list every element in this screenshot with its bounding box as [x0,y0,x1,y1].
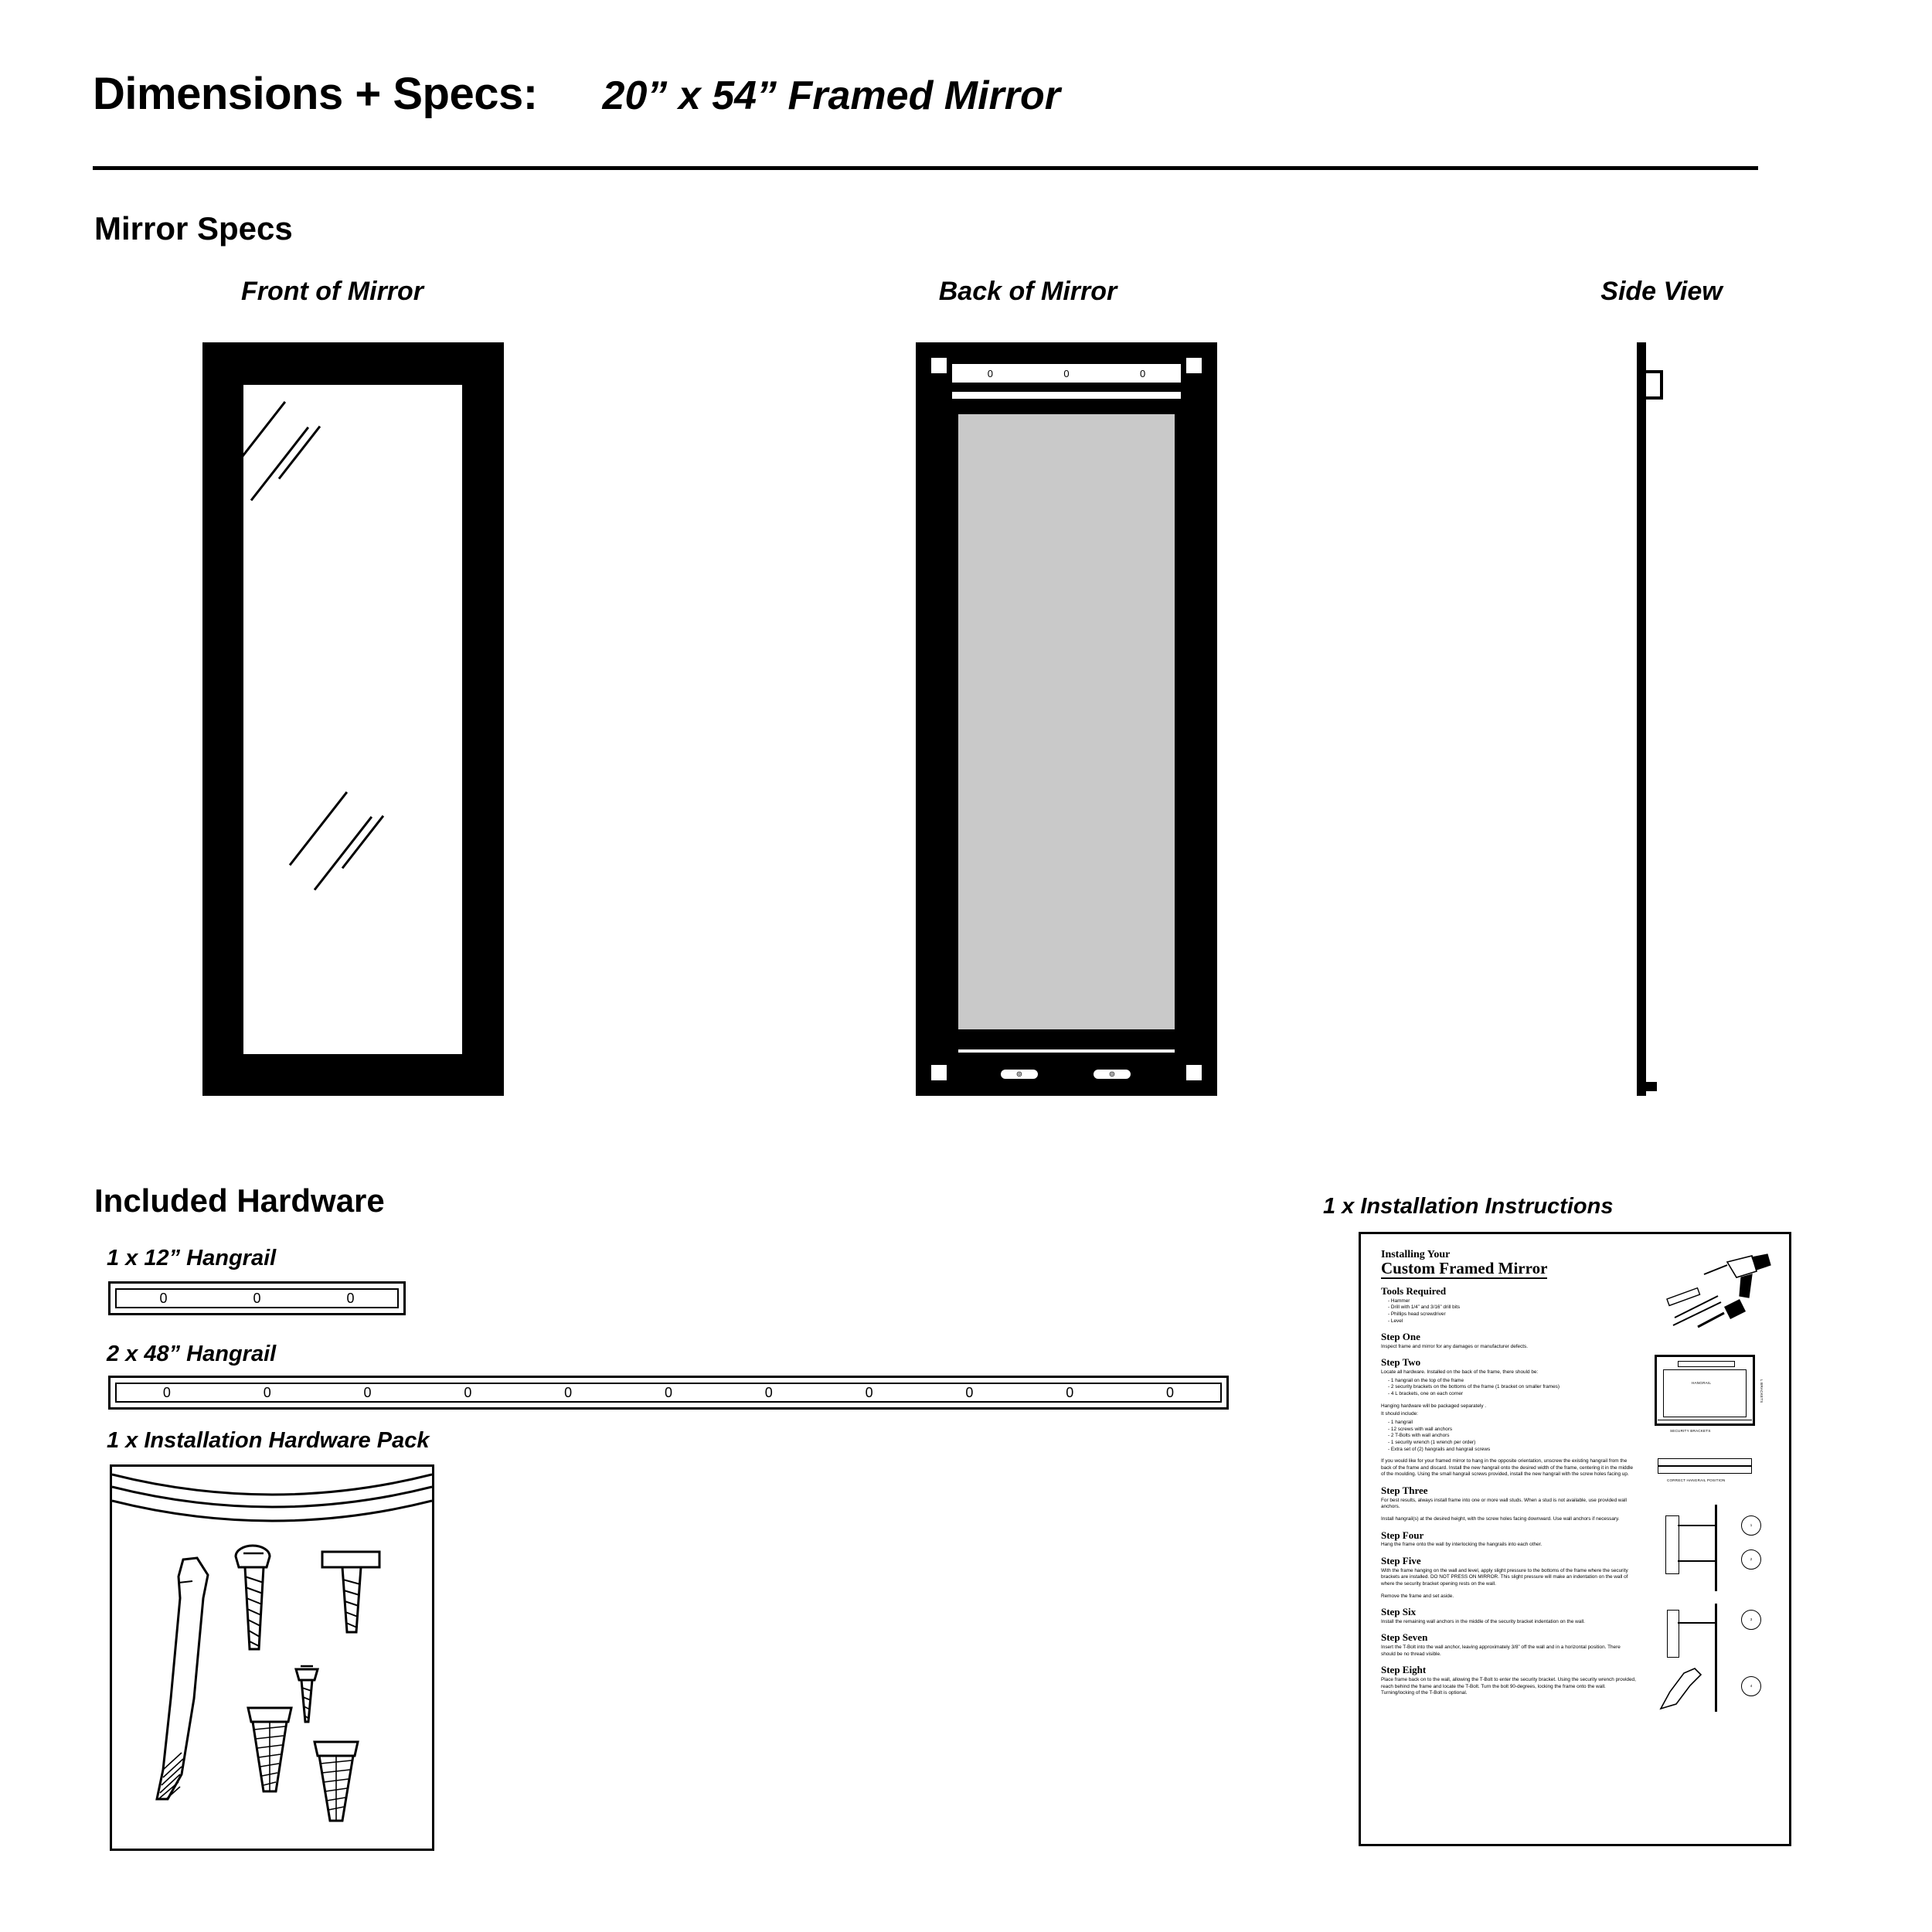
step-heading: Step Five [1381,1554,1421,1566]
step-heading: Step Three [1381,1485,1428,1497]
back-of-mirror-diagram [916,342,1217,1096]
l-bracket-top-right [1186,353,1206,373]
step-body: Hanging hardware will be packaged separately . [1381,1403,1487,1409]
step-body: Install the remaining wall anchors in the middle of the security bracket indentation on the wall. [1381,1618,1585,1624]
side-view-diagram [1637,342,1683,1096]
step-body: Install hangrail(s) at the desired height, with the screw holes facing downward. Use wall anchors if necessary. [1381,1516,1620,1522]
step-heading: Step One [1381,1331,1420,1343]
figure-label-correct-hangrail-position: CORRECT HANGRAIL POSITION [1667,1478,1726,1482]
hardware-label-hangrail-48: 2 x 48” Hangrail [107,1342,277,1366]
tools-illustration [1644,1251,1781,1338]
hangrail-12-diagram [108,1281,406,1315]
figure-bracket-steps-3-4 [1644,1602,1781,1718]
step-body: Remove the frame and set aside. [1381,1593,1454,1599]
page-subtitle: 20” x 54” Framed Mirror [602,73,1061,118]
hardware-label-hangrail-12: 1 x 12” Hangrail [107,1246,277,1270]
figure-tools [1644,1251,1781,1342]
glass-sheen-line [278,426,321,480]
figure-label-hangrail: HANGRAIL [1692,1381,1712,1385]
hardware-label-instructions: 1 x Installation Instructions [1323,1194,1614,1219]
instructions-figure-column [1644,1251,1786,1724]
step-heading: Step Six [1381,1606,1417,1618]
hangrail-hole: 0 [965,1385,974,1400]
security-bracket-right: ⊚ [1092,1068,1132,1080]
step-body: Hang the frame onto the wall by interlocking the hangrails into each other. [1381,1542,1543,1548]
side-hangrail-hook [1646,370,1663,400]
figure-step-callout: 1 [1741,1515,1761,1536]
installation-hardware-pack-diagram [110,1464,434,1851]
hangrail-12-inner [115,1288,399,1308]
hangrail-48-inner [115,1383,1222,1403]
figure-hangrail-bar [1678,1361,1735,1367]
figure-label-security-brackets: SECURITY BRACKETS [1670,1429,1711,1433]
l-bracket-bottom-left [927,1065,947,1085]
side-frame-profile [1637,342,1646,1096]
step-bullet: - 2 security brackets on the bottoms of the frame (1 bracket on smaller frames) [1388,1384,1636,1391]
step-body: Inspect frame and mirror for any damages or manufacturer defects. [1381,1343,1529,1349]
step-heading: Step Seven [1381,1631,1428,1644]
hardware-pack-illustration [112,1467,432,1849]
hangrail-hole: 0 [253,1291,261,1306]
figure-hangrail-frame [1658,1466,1752,1474]
instructions-title-line2: Custom Framed Mirror [1381,1259,1548,1277]
step-bullet: - 1 security wrench (1 wrench per order) [1388,1440,1636,1447]
hardware-label-install-pack: 1 x Installation Hardware Pack [107,1428,430,1453]
instructions-title-line1: Installing Your [1381,1249,1451,1260]
hangrail-hole: 0 [664,1385,672,1400]
instructions-tools-list [1381,1298,1636,1325]
step-body: It should include: [1381,1411,1418,1417]
glass-sheen-line [314,816,372,890]
step-body: If you would like for your framed mirror to hang in the opposite orientation, unscrew the existing hangrail from the back of the frame and discard. Install the new hangrail onto the desired width of the frame, centering it in the middle of the moulding. Using the small hangrail screws provided, install the new hangrail with the screw holes facing up. [1381,1458,1634,1478]
figure-hangrail-wall [1658,1458,1752,1466]
label-front-of-mirror: Front of Mirror [240,277,424,306]
hangrail-hole: 0 [865,1385,873,1400]
step-bullet: - 2 T-Bolts with wall anchors [1388,1433,1636,1440]
tool-item: - Hammer [1388,1298,1636,1305]
side-bottom-bracket [1646,1082,1657,1091]
back-hangrail-lower-strip [951,390,1182,400]
figure-tbolt-line [1678,1622,1715,1624]
hangrail-hole: 0 [1140,367,1146,379]
figure-wall-line [1715,1505,1717,1591]
label-side-view: Side View [1600,277,1723,306]
step-body: Locate all hardware. Installed on the back of the frame, there should be: [1381,1369,1539,1376]
step-bullets [1381,1378,1636,1398]
step-body: With the frame hanging on the wall and level, apply slight pressure to the bottoms of the frame where the security brackets are installed. DO NOT PRESS ON MIRROR. This slight pressure will make an indentation on the wall of where the security bracket opening rests on the wall. [1381,1567,1628,1587]
hangrail-hole: 0 [162,1385,171,1400]
hangrail-48-diagram [108,1376,1229,1410]
hangrail-hole: 0 [363,1385,372,1400]
step-bullet: - 12 screws with wall anchors [1388,1427,1636,1434]
hangrail-hole: 0 [159,1291,168,1306]
instructions-tools-heading: Tools Required [1381,1285,1447,1297]
hangrail-hole: 0 [564,1385,573,1400]
hangrail-hole: 0 [346,1291,355,1306]
figure-frame-back [1644,1349,1781,1446]
l-bracket-top-left [927,353,947,373]
step-bullet: - 1 hangrail [1388,1420,1636,1427]
glass-sheen-line [342,815,384,869]
hangrail-hole: 0 [1066,1385,1074,1400]
step-body: Insert the T-Bolt into the wall anchor, leaving approximately 3/8” off the wall and in a horizontal position. There should be no thread visible. [1381,1645,1621,1657]
security-bracket-left: ⊚ [999,1068,1039,1080]
hangrail-hole: 0 [1063,367,1070,379]
figure-label-l-brackets: L BRACKETS [1760,1379,1764,1403]
step-bullet: - Extra set of (2) hangrails and hangrail screws [1388,1447,1636,1454]
glass-sheen-line [289,791,348,866]
figure-correct-hangrail [1644,1452,1781,1495]
back-bottom-strip [958,1049,1175,1053]
page-title: Dimensions + Specs: [93,69,538,119]
figure-wrench-illustration [1656,1661,1726,1715]
instructions-text-column [1381,1250,1636,1697]
figure-step-callout: 4 [1741,1676,1761,1696]
tool-item: - Drill with 1/4” and 3/16” drill bits [1388,1304,1636,1311]
page-header [93,68,1839,120]
section-title-mirror-specs: Mirror Specs [94,210,293,247]
l-bracket-bottom-right [1186,1065,1206,1085]
back-hangrail [951,362,1182,384]
figure-step-callout: 2 [1741,1549,1761,1570]
figure-bracket-line [1678,1525,1715,1526]
section-title-included-hardware: Included Hardware [94,1182,385,1219]
hangrail-hole: 0 [987,367,993,379]
mirror-glass [243,385,462,1054]
step-body: For best results, always install frame into one or more wall studs. When a stud is not available, use provided wall anchors. [1381,1497,1627,1510]
glass-sheen-line [250,427,309,501]
step-body: Place frame back on to the wall, allowing the T-Bolt to enter the security bracket. Using the security wrench provided, reach behind the frame and locate the T-Bolt. Turn the bolt 90-degrees, locking the frame onto the wall. Turning/locking of the T-Bolt is optional. [1381,1676,1636,1696]
step-heading: Step Two [1381,1356,1421,1369]
frame-inner-outline [1663,1369,1747,1417]
step-bullet: - 4 L brackets, one on each corner [1388,1391,1636,1398]
mirror-backer-panel [958,414,1175,1029]
step-bullet: - 1 hangrail on the top of the frame [1388,1378,1636,1385]
figure-bolt-line [1678,1560,1715,1562]
hangrail-hole: 0 [1166,1385,1175,1400]
hangrail-hole: 0 [263,1385,271,1400]
tool-item: - Phillips head screwdriver [1388,1311,1636,1318]
step-heading: Step Four [1381,1529,1424,1541]
step-bullets [1381,1420,1636,1453]
figure-step-callout: 3 [1741,1610,1761,1630]
hangrail-hole: 0 [464,1385,472,1400]
front-of-mirror-diagram [202,342,504,1096]
figure-bracket-steps-1-2 [1644,1502,1781,1596]
installation-instructions-sheet [1359,1232,1791,1846]
step-heading: Step Eight [1381,1664,1427,1676]
tool-item: - Level [1388,1318,1636,1325]
header-divider [93,166,1758,170]
label-back-of-mirror: Back of Mirror [938,277,1117,306]
hangrail-hole: 0 [764,1385,773,1400]
figure-frame-profile [1667,1610,1679,1658]
